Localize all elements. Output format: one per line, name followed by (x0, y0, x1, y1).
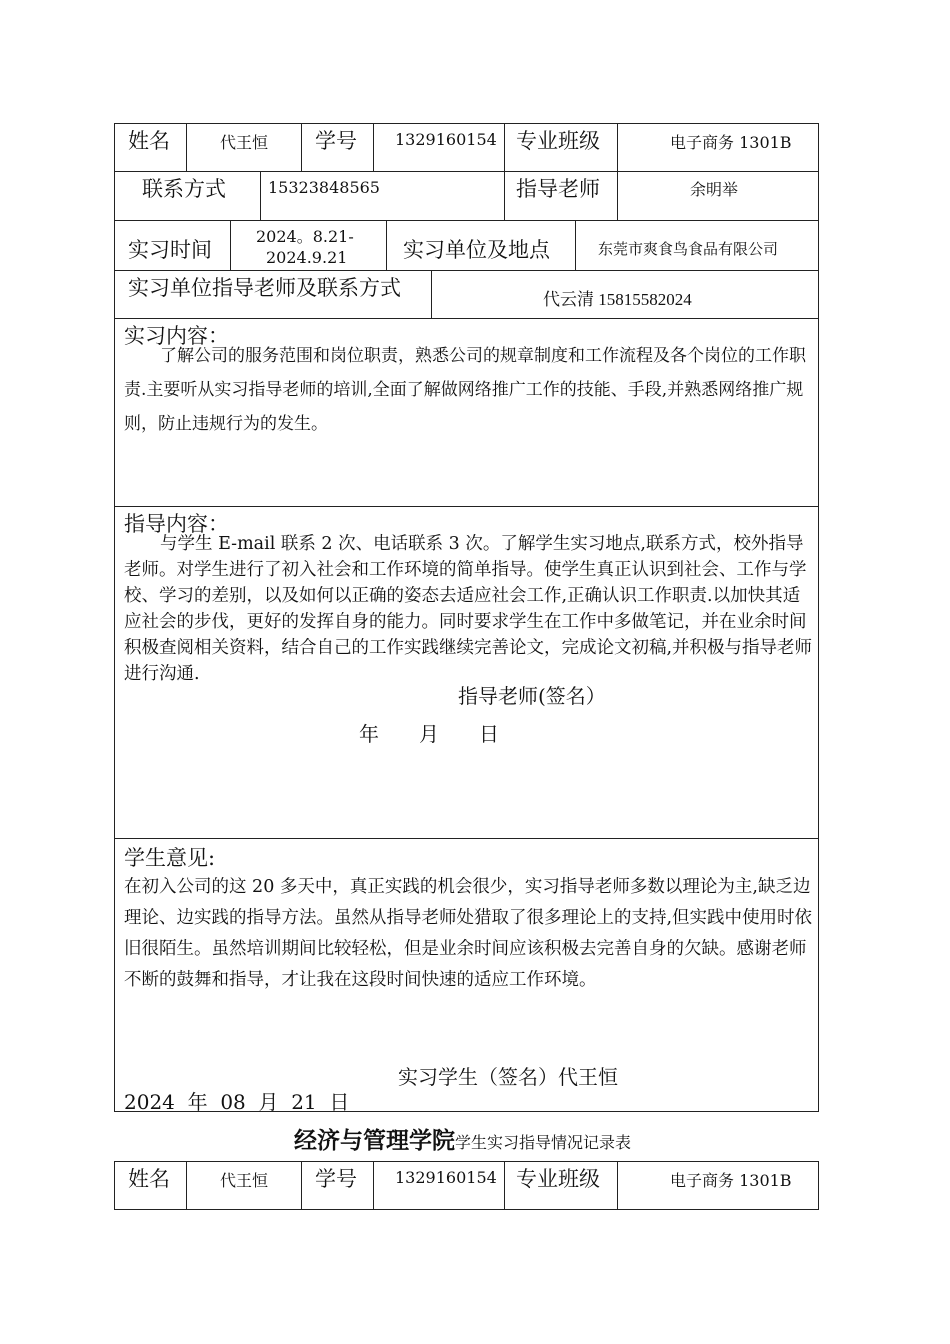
internship-unit-label: 实习单位及地点 (403, 238, 550, 262)
guidance-content-text: 与学生 E-mail 联系 2 次、电话联系 3 次。了解学生实习地点,联系方式，校外指导老师。对学生进行了初入社会和工作环境的简单指导。使学生真正认识到社会、工作与学校、学习的差别，以及如何以正确的姿态去适应社会工作,正确认识工作职责.以加快其适应社会的步伐，更好的发挥自身的能力。同时要求学生在工作中多做笔记，并在业余时间积极查阅相关资料，结合自己的工作实践继续完善论文，完成论文初稿,并积极与指导老师进行沟通. (124, 534, 813, 684)
name-value: 代王恒 (220, 1171, 269, 1190)
student-signature: 实习学生（签名）代王恒 (398, 1065, 618, 1089)
internship-content-title: 实习内容： (124, 324, 229, 348)
table2-border-bottom (114, 1209, 819, 1210)
internship-time-label: 实习时间 (128, 238, 212, 262)
guidance-date: 年 月 日 (359, 722, 499, 746)
contact-value: 15323848565 (268, 178, 380, 197)
page-title (294, 1122, 631, 1155)
major-class-label: 专业班级 (516, 1167, 600, 1191)
student-id-value: 1329160154 (395, 130, 497, 149)
major-class-value: 电子商务 1301B (670, 1171, 792, 1190)
student-id-label: 学号 (315, 1167, 357, 1191)
table2-border-left (114, 1161, 115, 1210)
unit-mentor-label: 实习单位指导老师及联系方式 (128, 276, 401, 300)
internship-time-start: 2024。8.21- (256, 227, 354, 246)
unit-mentor-value: 代云清 15815582024 (543, 290, 692, 309)
student-opinion-title: 学生意见: (124, 846, 216, 870)
student-id-value: 1329160154 (395, 1168, 497, 1187)
table-border-right (818, 123, 819, 1112)
advisor-label: 指导老师 (516, 177, 600, 201)
table2-border-right (818, 1161, 819, 1210)
cell-divider (186, 123, 187, 171)
cell-divider (260, 171, 261, 220)
row-divider (114, 270, 819, 271)
advisor-value: 余明举 (690, 180, 739, 199)
cell-divider (504, 123, 505, 171)
row-divider (114, 171, 819, 172)
name-value: 代王恒 (220, 133, 269, 152)
table2-border-top (114, 1161, 819, 1162)
cell-divider (431, 270, 432, 318)
name-label: 姓名 (128, 1167, 170, 1191)
major-class-value: 电子商务 1301B (670, 133, 792, 152)
cell-divider (373, 1161, 374, 1209)
cell-divider (617, 123, 618, 171)
cell-divider (504, 171, 505, 220)
cell-divider (230, 220, 231, 270)
form-name: 学生实习指导情况记录表 (455, 1133, 632, 1152)
college-name: 经济与管理学院 (294, 1128, 455, 1154)
internship-time-end: 2024.9.21 (266, 248, 348, 267)
major-class-label: 专业班级 (516, 129, 600, 153)
guidance-content-title: 指导内容： (124, 512, 229, 536)
row-divider (114, 318, 819, 319)
contact-label: 联系方式 (142, 177, 226, 201)
row-divider (114, 220, 819, 221)
cell-divider (301, 1161, 302, 1209)
internship-content-text: 了解公司的服务范围和岗位职责，熟悉公司的规章制度和工作流程及各个岗位的工作职责.主要听从实习指导老师的培训,全面了解做网络推广工作的技能、手段,并熟悉网络推广规则，防止违规行为的发生。 (124, 346, 806, 434)
cell-divider (301, 123, 302, 171)
table-border-top (114, 123, 819, 124)
student-id-label: 学号 (315, 129, 357, 153)
cell-divider (617, 171, 618, 220)
cell-divider (504, 1161, 505, 1209)
table-border-left (114, 123, 115, 1112)
internship-unit-value: 东莞市爽食鸟食品有限公司 (598, 240, 779, 258)
student-signature-date: 2024 年 08 月 21 日 (124, 1090, 350, 1114)
cell-divider (386, 220, 387, 270)
cell-divider (575, 220, 576, 270)
name-label: 姓名 (128, 129, 170, 153)
row-divider (114, 838, 819, 839)
cell-divider (186, 1161, 187, 1209)
cell-divider (617, 1161, 618, 1209)
advisor-signature-label: 指导老师(签名） (458, 684, 606, 708)
row-divider (114, 506, 819, 507)
student-opinion-text: 在初入公司的这 20 多天中，真正实践的机会很少，实习指导老师多数以理论为主,缺乏边理论、边实践的指导方法。虽然从指导老师处猎取了很多理论上的支持,但实践中使用时依旧很陌生。虽然培训期间比较轻松，但是业余时间应该积极去完善自身的欠缺。感谢老师不断的鼓舞和指导，才让我在这段时间快速的适应工作环境。 (124, 877, 813, 990)
cell-divider (373, 123, 374, 171)
